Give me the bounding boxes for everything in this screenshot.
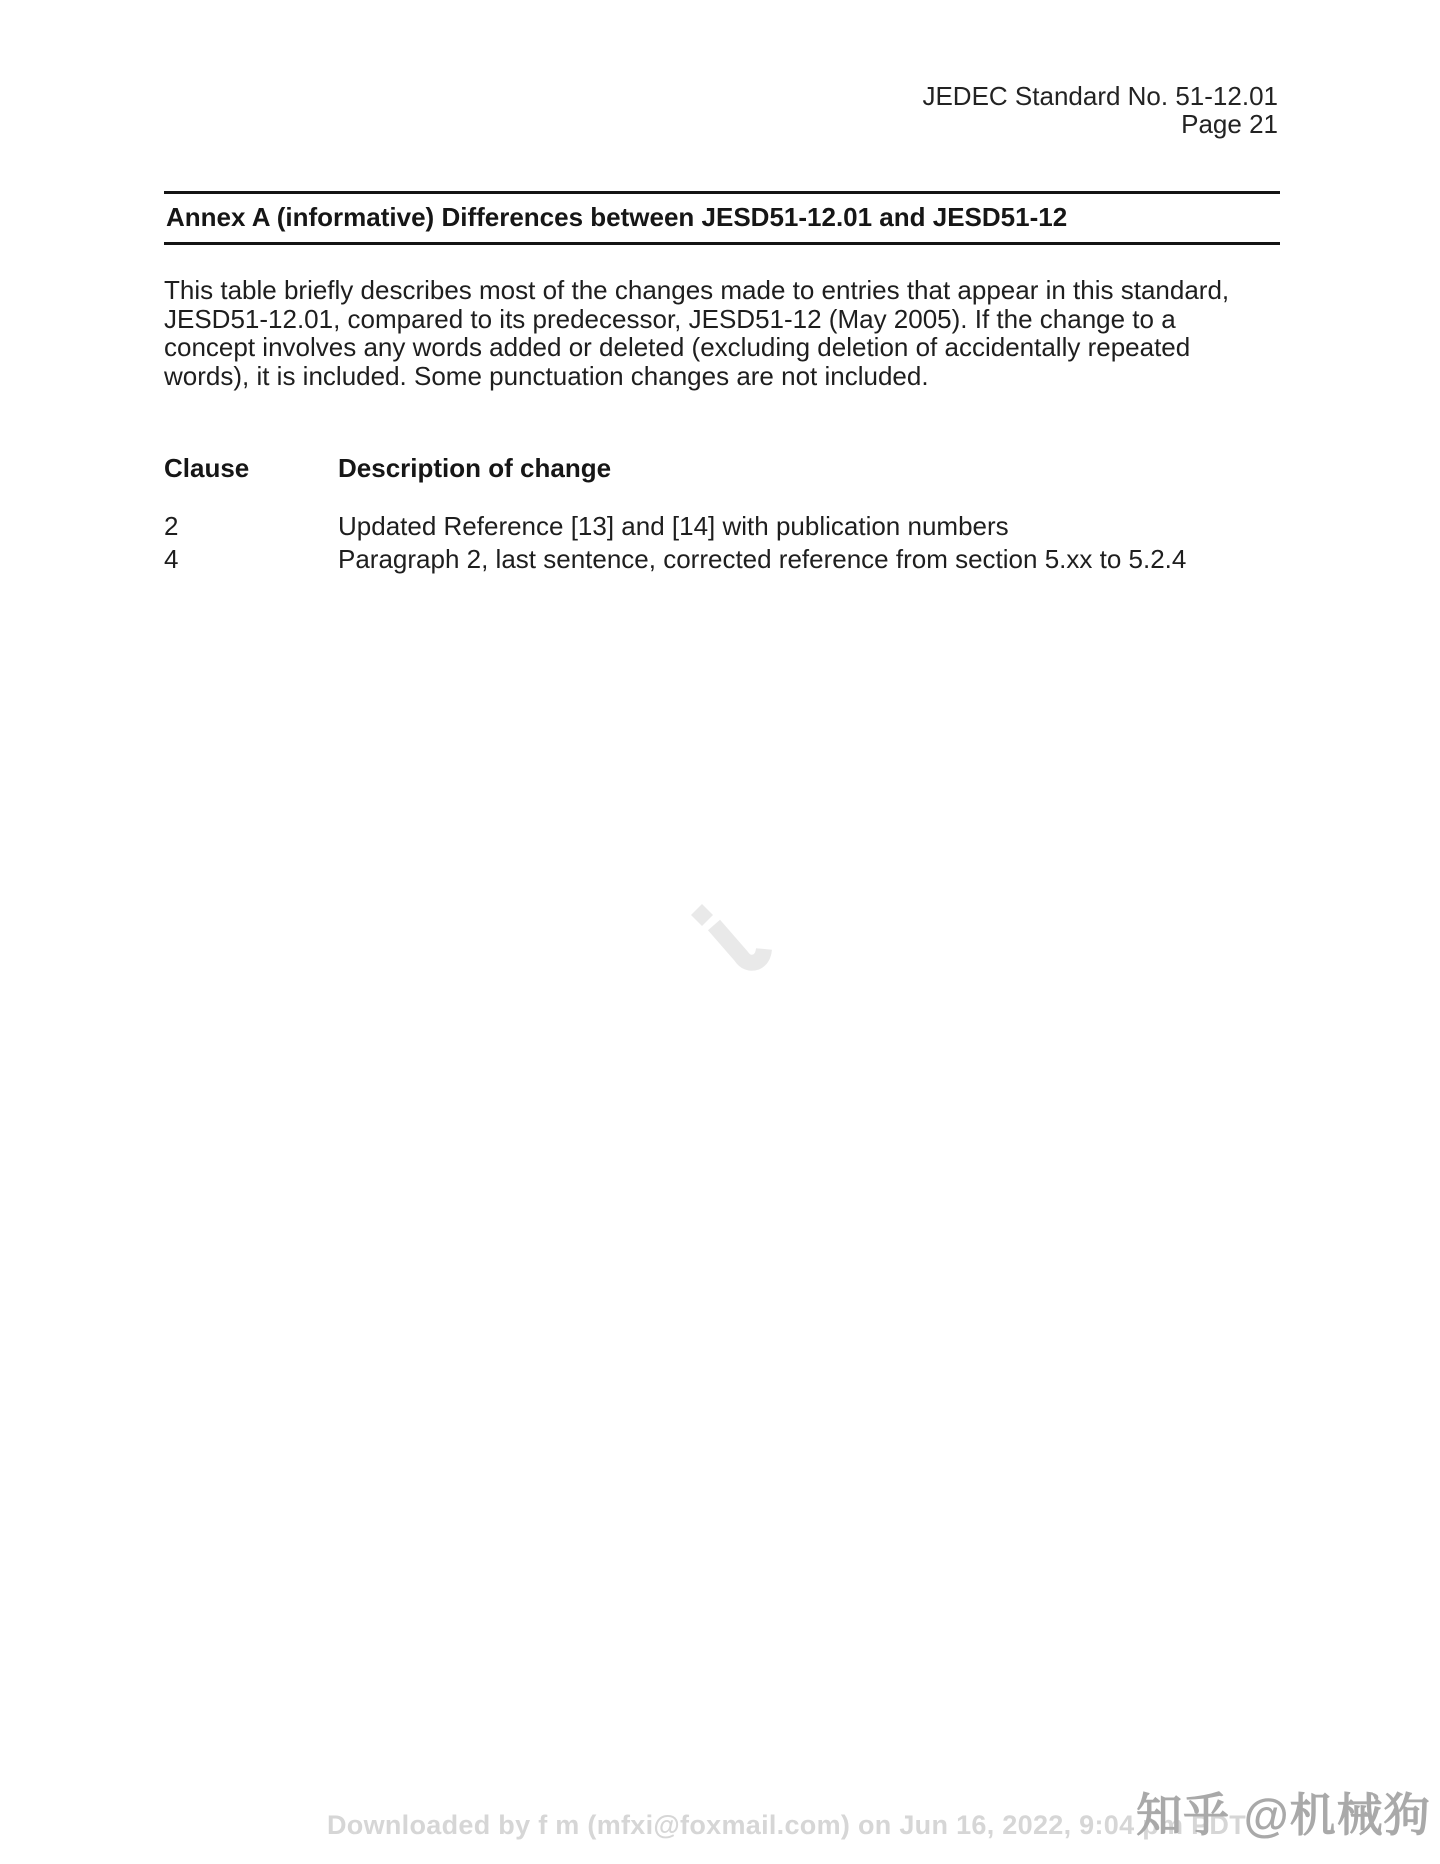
description-cell: Paragraph 2, last sentence, corrected reference from section 5.xx to 5.2.4 bbox=[338, 544, 1187, 574]
zhihu-watermark: 知乎 @机械狗 bbox=[1136, 1789, 1431, 1841]
clause-cell: 4 bbox=[164, 544, 179, 574]
annex-title-block bbox=[164, 191, 1280, 245]
download-watermark: Downloaded by f m (mfxi@foxmail.com) on Jun 16, 2022, 9:04 pm PDT bbox=[327, 1810, 1247, 1840]
change-table-header bbox=[164, 454, 611, 482]
scan-artifact-swoosh-icon bbox=[686, 898, 778, 982]
description-column-header: Description of change bbox=[338, 453, 612, 483]
intro-line: JESD51-12.01, compared to its predecessor, JESD51-12 (May 2005). If the change to a bbox=[164, 303, 1176, 334]
standard-number: JEDEC Standard No. 51-12.01 bbox=[922, 81, 1278, 111]
annex-title: Annex A (informative) Differences between JESD51-12.01 and JESD51-12 bbox=[166, 202, 1068, 232]
intro-line: concept involves any words added or deleted (excluding deletion of accidentally repeated bbox=[164, 332, 1191, 362]
intro-line: This table briefly describes most of the changes made to entries that appear in this standard, bbox=[164, 275, 1230, 305]
page-header bbox=[922, 82, 1278, 138]
table-row bbox=[164, 510, 1186, 543]
change-table-rows bbox=[164, 510, 1186, 576]
table-row bbox=[164, 543, 1186, 576]
description-cell: Updated Reference [13] and [14] with publication numbers bbox=[338, 511, 1009, 541]
clause-column-header: Clause bbox=[164, 453, 250, 483]
intro-paragraph bbox=[164, 276, 1229, 390]
clause-cell: 2 bbox=[164, 511, 179, 541]
intro-line: words), it is included. Some punctuation changes are not included. bbox=[164, 360, 929, 391]
page-number: Page 21 bbox=[1181, 109, 1278, 139]
